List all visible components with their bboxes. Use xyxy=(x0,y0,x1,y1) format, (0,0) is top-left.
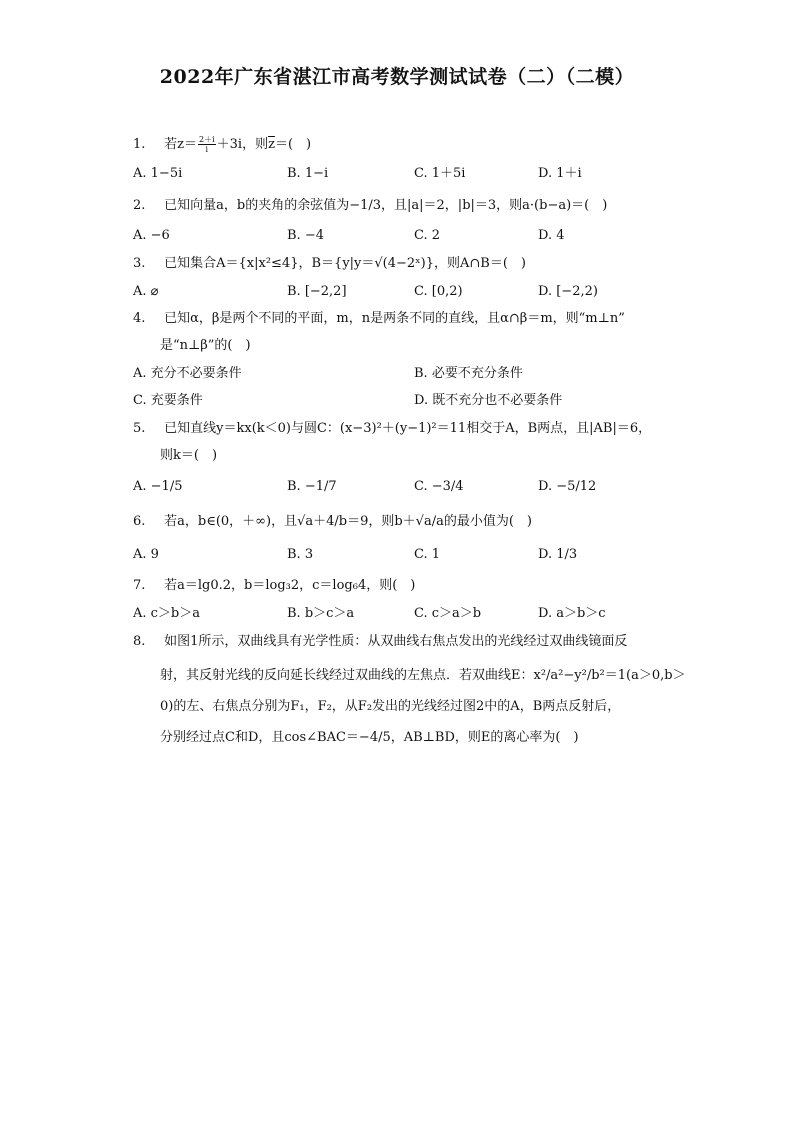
q1-option-a: A. 1−5i xyxy=(133,166,183,181)
question-5-text-line-2: 则k＝( ) xyxy=(160,448,218,463)
q1-option-b: B. 1−i xyxy=(287,166,329,181)
q3-option-a: A. ⌀ xyxy=(133,284,159,299)
question-number: 7. xyxy=(133,578,146,593)
q3-option-d: D. [−2,2) xyxy=(538,284,598,299)
question-7 xyxy=(133,577,415,595)
question-1-text: 若z＝ $\frac{2+i}{i}$ ＋3i，则$\overline{z}=$( ) xyxy=(164,135,312,154)
q4-option-b: B. 必要不充分条件 xyxy=(414,366,523,381)
q4-option-a: A. 充分不必要条件 xyxy=(133,366,242,381)
question-4-text-line-2: 是“n⊥β”的( ) xyxy=(160,338,251,353)
question-6 xyxy=(133,513,532,531)
question-4-text-line-1: 已知α，β是两个不同的平面，m，n是两条不同的直线，且α∩β＝m，则“m⊥n” xyxy=(164,311,625,326)
question-8-text-line-1: 如图1所示，双曲线具有光学性质：从双曲线右焦点发出的光线经过双曲线镜面反 xyxy=(164,634,628,649)
q2-option-b: B. −4 xyxy=(287,228,324,243)
question-8-text-line-2: 射，其反射光线的反向延长线经过双曲线的左焦点．若双曲线E：x²/a²−y²/b²＝1(a＞0,b＞ xyxy=(160,668,686,683)
q1-option-d: D. 1＋i xyxy=(538,166,582,181)
q5-option-b: B. −1/7 xyxy=(287,479,337,494)
q7-option-d: D. a＞b＞c xyxy=(538,606,606,621)
question-4 xyxy=(133,310,625,328)
q3-option-c: C. [0,2) xyxy=(414,284,463,299)
q7-option-a: A. c＞b＞a xyxy=(133,606,201,621)
question-8-text-line-4: 分别经过点C和D，且cos∠BAC＝−4/5，AB⊥BD，则E的离心率为( ) xyxy=(160,730,579,745)
question-3 xyxy=(133,255,526,273)
q4-option-c: C. 充要条件 xyxy=(133,393,203,408)
q3-option-b: B. [−2,2] xyxy=(287,284,347,299)
q4-option-d: D. 既不充分也不必要条件 xyxy=(414,393,563,408)
question-5-text-line-1: 已知直线y＝kx(k＜0)与圆C：(x−3)²＋(y−1)²＝11相交于A，B两点，且|AB|＝6， xyxy=(164,421,652,436)
question-1 xyxy=(133,135,311,154)
q5-option-c: C. −3/4 xyxy=(414,479,464,494)
q6-option-d: D. 1/3 xyxy=(538,547,578,562)
q6-option-c: C. 1 xyxy=(414,547,441,562)
q2-option-d: D. 4 xyxy=(538,228,565,243)
question-number: 6. xyxy=(133,514,146,529)
question-number: 3. xyxy=(133,256,146,271)
question-3-text: 已知集合A＝{x|x²≤4}，B＝{y|y＝√(4−2ˣ)}，则A∩B＝( ) xyxy=(164,256,527,271)
q2-option-c: C. 2 xyxy=(414,228,441,243)
question-8 xyxy=(133,633,627,651)
question-number: 5. xyxy=(133,421,146,436)
q2-option-a: A. −6 xyxy=(133,228,170,243)
question-number: 2. xyxy=(133,198,146,213)
question-number: 1. xyxy=(133,137,146,152)
question-2 xyxy=(133,197,607,215)
question-number: 4. xyxy=(133,311,146,326)
q6-option-b: B. 3 xyxy=(287,547,314,562)
q7-option-c: C. c＞a＞b xyxy=(414,606,482,621)
page-title: 2022年广东省湛江市高考数学测试试卷（二）（二模） xyxy=(159,66,635,88)
question-number: 8. xyxy=(133,634,146,649)
question-7-text: 若a＝lg0.2，b＝log₃2，c＝log₆4，则( ) xyxy=(164,578,416,593)
q7-option-b: B. b＞c＞a xyxy=(287,606,355,621)
question-2-text: 已知向量a，b的夹角的余弦值为−1/3，且|a|＝2，|b|＝3，则a·(b−a)＝( ) xyxy=(164,198,608,213)
question-6-text: 若a，b∈(0，＋∞)，且√a＋4/b＝9，则b＋√a/a的最小值为( ) xyxy=(164,514,532,529)
question-5 xyxy=(133,420,651,438)
q5-option-a: A. −1/5 xyxy=(133,479,183,494)
question-8-text-line-3: 0)的左、右焦点分别为F₁，F₂，从F₂发出的光线经过图2中的A，B两点反射后， xyxy=(160,699,621,714)
q1-option-c: C. 1＋5i xyxy=(414,166,466,181)
q6-option-a: A. 9 xyxy=(133,547,159,562)
fraction: $\frac{2+i}{i}$ xyxy=(199,135,215,154)
q5-option-d: D. −5/12 xyxy=(538,479,597,494)
